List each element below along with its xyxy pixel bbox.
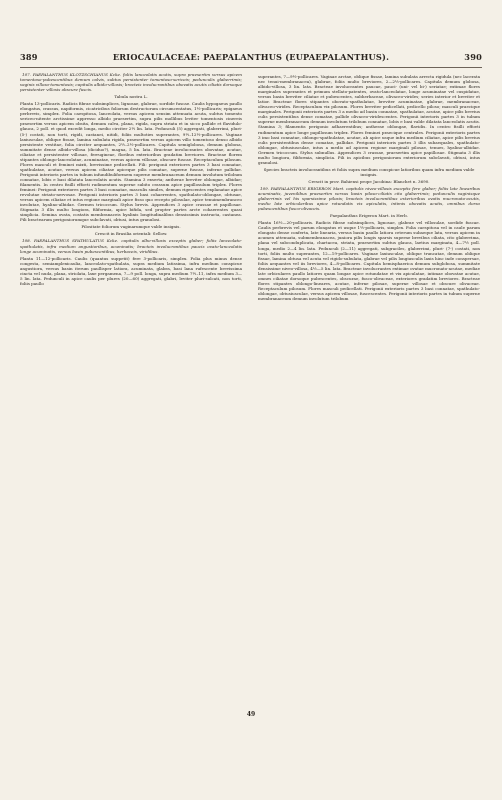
page-number-left: 389 bbox=[20, 52, 38, 62]
left-column bbox=[20, 72, 242, 286]
right-column-paragraph: Paepalanthus Erigeron Mart. in Herb. bbox=[330, 213, 408, 219]
right-column-paragraph: Crescit in prov. Bahiensi prope Jacobina: Blanchet n. 3690. bbox=[308, 178, 430, 184]
left-column-paragraph: Pilositate foliorum vaginarumque valde insignis. bbox=[81, 224, 181, 230]
left-column-paragraph: 107. PAEPALANTHUS KLOTZSCHIANUS Kcke. foliis lanceolatis acutis, supra praesertim versus apicem tomentoso-pubescentibus demum calvis, subtus persistenter tomentoso-sericeis; pedunculis glaberrimis; vaginis villoso-tomentosis; capitulis albido-villosis; bracteis involucrantibus obovatis acutis ciliatis dorsoque persistenter villosis obscure fuscis. bbox=[20, 72, 242, 93]
right-column-paragraph: superantes, 7—9½-pollicares. Vaginae arctae, oblique fissae, lamina subulata arrecta rigidula (nec lacerata nec tenui-membranacea), glabrae, foliis multo breviores, 2—2½-pollicares. Capitula demum globosa, albido-villosa, 3 lin. lata. Bracteae involucrantes paucae, pauci- (uni- vel bi-) seriatae; extimae flores marginales superantes et primum stellato-patentes, ovato-lanceolatae, longe acuminatae vel cuspidatae, versus basin breviter ciliatae et pubescentes, subherbaceae, olivaceo-virides; series interior et breviter et latior. Bracteae flores stipantes obovato-spathulatae, breviter acuminatae, glabrae, membranaceae, olivaceo-virides. Receptaculum vix pilosum. Flores breviter pedicellati, pedicello piloso; masculi praecique marginales. Perigonii exterioris partes 3 a medio ad basin connatae, spathulatae, acutae, apice pilis brevius culis persistentibus dense comatae, pallide olivaceo-viridescentes. Perigonii interioris partes 3 in tubum superne membranaceum demum involutum trilobum connatae, lobis e basi valde dilatata lanceolatis acutis. Stamina 3; filamentis perigonio adhaerentibus; antherae oblongae, flavidis. In centro fisilli effoeti rudimentum apice longe papillosum triplex. Flores feminei praecique centrales. Perigonii exterioris partes 3 imo basi connatae, oblongo-spathulatae, acutae, ab apice usque infra medium ciliatae, apice pilis brevius culis persistentibus dense comatae, pallidae. Perigonii interioris partes 3 illis subaequales, spathulato-oblongae, obtusiusculae, intus a medio ad apicem regione marginali pilosae, tenues, hyalino-albidae. Germen tricoccum. Stylus subnullus. Appendices 3 crassae, praesertim apice papillosae. Stigmata 3 illis multo longiora, filiformia, simplicia. Pili in apicibus perigoniorum exteriorum subclavati, obtusi, intus granulosi. bbox=[258, 74, 480, 165]
left-column-paragraph: Crescit in Brasilia orientali: Sellow. bbox=[94, 231, 168, 237]
page-number-right: 390 bbox=[464, 52, 482, 62]
left-column-paragraph: Planta 13-pollicaris. Radicis fibrae subsimplices, lignosae, glabrae, sordide fuscae. Caulis hypogaeus paullo elongatus, crassus, napiformis, cicatricibus foliorum destructorum circumcentatus, 1½-pollicaris; epigaeus perbrevis, simplex. Folia caespitosa, lanceolata, versus apicem sensim attenuata acuta, subtus tomento sericeo-nitente arctissime appresso albido praesertim, supra pilis mollibus leviter tomentosis cinereis praesertim versus apicem obsita, demum calva, plana, rigida, supra striata et in sicco pallide et flavidulo-glauca, 2 poll. et quod excedit longa, medio circiter 2½ lin. lata. Pedunculi (5) aggregati, glaberrimi, pluri- (5-) costati, non torti, rigidi, castanei, nitidi, foliis multoties superantes, 9½–12½-pollicares. Vaginae laxiusculae, oblique fissae, lamina subulata rigida, praesertim versus apicem villo tomentoso denso albido persistente vestitae, folia circiter aequantes, 2½–2½-pollicares. Capitula semiglobosa, demum globosa, summitate dense albido-villosa (diciduo?), magna, 5 lin. lata. Bracteae involucrantes obovatae, acutae, ciliatae et persistenter villosae, ferrugineae, floribus exterioribus gradatim breviores. Bracteae florem stipantes oblongo-lanceolatae, acuminatae, versus apicem villosae, obscure fuscae. Receptaculum pilosum. Flores masculi et feminei mixti, brevissime pedicellati. Fili: perigonii exteriores partes 3 basi connatae, spathulatae, acutae, versus apicem ciliatae apiceque pilis comatae, superne fuscae, inferne pallidae. Perigonii interioris partes in tubum infundibuliformem superne membranaceum demum involutum trilobum connatae, lobis e basi dilatata lanceolatis acutis. Stamina 3 exserta; antherae breviter oblongae, albidae; filamentis. In centro fisilli effoeti rudimentum superne subito crassum apice papillosulum triplex. Flores feminei: Perigonii exteriores partes 3 basi connatae, masculis similes, demum rigescentes explanatae apice revolutae striato-nervosae. Perigonii interioris partes 3 basi cohaerentes, spathulato-oblongae, obtusae, versus apicem ciliatae et intus regione marginali apice fisso quo recepto pilosulae, apice tenuimembranceo involutae, hyalino-albidae. Germen tricoccum. Stylus brevis. Appendices 3 apice crassae et papillosae. Stigmata 3 illis multo longiora, filiformia, apice bifida, sed propter partes arcte cohaerentes quasi simplicia. Semina ovata, costatis membranaceis hyalinis longitudinalibus densissimis instructa, castanea. Pili bractearum perigoniorumque subclavati, obtusi, intus granulosi. bbox=[20, 101, 242, 223]
signature-number: 49 bbox=[246, 711, 256, 718]
left-column-paragraph: Tabula nostra L. bbox=[114, 94, 148, 100]
header-rule bbox=[20, 67, 482, 68]
left-column-paragraph: 108. PAEPALANTHUS SPATHULATUS Kcke. capitulis albo-villosis exceptis glaber; foliis lanceolato-spathulatis, infra medium angustioribus, acuminatis; bracteis involucrantibus paucis ovato-lanceolatis longe acuminatis, versus basin pubescentibus, herbaceis, viridibus. bbox=[20, 238, 242, 254]
running-title: ERIOCAULACEAE: PAEPALANTHUS (EUPAEPALANTHUS). bbox=[112, 52, 390, 62]
left-column-paragraph: Planta 11—12-pollicaris. Caulis (quantus suppetit) fere 3-pollicaris, simplex. Folia plus minus dense congesta, semiamplexicaulia, lanceolato-spathulata, supra medium latissima, infra medium conspicue angustiora, versus basin iterum paullisper latiora, acuminata, glabra, basi lana rufescente brevissima cincta vel nuda, plana, striolata, laxe pergamena, 7—9 poll. longa, supra medium 7½–11, infra medium 3—5 lin. lata. Pedunculi in apice caulis per plures (20—60) aggregati, glabri, leviter pluri-sulcati, non torti, foliis paullo bbox=[20, 255, 242, 286]
right-column-paragraph: Species bracteis involucrantibus et foliis supra medium conspicue latioribus quam infra medium valde insignis. bbox=[263, 166, 475, 177]
right-column-paragraph: Planta 16½—20-pollicaris. Radicis fibrae subsimplices, lignosae, glabrae vel villosulae, sordide fuscae. Caulis perbrevis vel parum elongatus et usque 1½-pollicaris, simplex. Folia caespitosa vel in caule parum elongato dense conferta, late linearia, versus basin paullo latiora ceterum subaeque lata, versus apicem in acumen attenuata, submembranacea, juniora pilis longis sparsis superne brevibus ciliata, cito glaberrima, plana vel subconduplicata, chartacea, striata, praesertim subtus glauca, laetius marginata, 4—7½ poll. longa, medio 2—4 lin. lata. Pedunculi (2—11) aggregati, subgraciles, glaberrimi, pluri- (7-) costati, non torti, foliis multo superantes, 12—19-pollicares. Vaginae laxiusculae, oblique truncatae, demum oblique fissae, lamina obtusa vel acuta vel rigido-subulata, glabrae vel pilis longiusculis laxis hinc inde conspersae, foliis aequantes vel iis breviores, 4—8-pollicares. Capitula hemisphaerica demum subglobosa, summitate densissime niveo-villosa, 4½—5 lin. lata. Bracteae involucrantes extimae ovatae mucronato-acutae, mediae late orbiculares paullo latiores quam longae apice rotundatae et vix apiculatae, intimae obovatae acutae, omnes ciliatae dorsoque pubescentes, obscurae, fusco-olivaceae, exteriores gradatim breviores. Bracteae flores stipantes oblongo-lineares, acutae, inferne pilosae, superne villosae et obscure olivaceae. Receptaculum pilosum. Flores masculi pedicellati. Perigonii exterioris partes 3 basi connatae, spathulato-oblongae, obtusiusculae, versus apicem villosae, fuscescentes. Perigonii interioris partes in tubum superne membranaceum demum involutum trilobum bbox=[258, 220, 480, 301]
right-column bbox=[258, 72, 480, 301]
right-column-paragraph: 109. PAEPALANTHUS ERIGERON Mart. capitulis niveo-villosis exceptis fere glaber; foliis late linearibus acuminatis, juvenilibus praesertim versus basin piloso-ciliatis cito glaberrimis; pedunculis vaginisque glaberrimis vel his sparsissime pilosis; bracteis involucrantibus exterioribus ovatis mucronato-acutis, medio late orbicularibus apice rotundatis vix apiculatis, intimis obovatis acutis, omnibus dorso pubescentibus fusco-olivaceis. bbox=[258, 185, 480, 212]
running-header bbox=[20, 52, 482, 66]
